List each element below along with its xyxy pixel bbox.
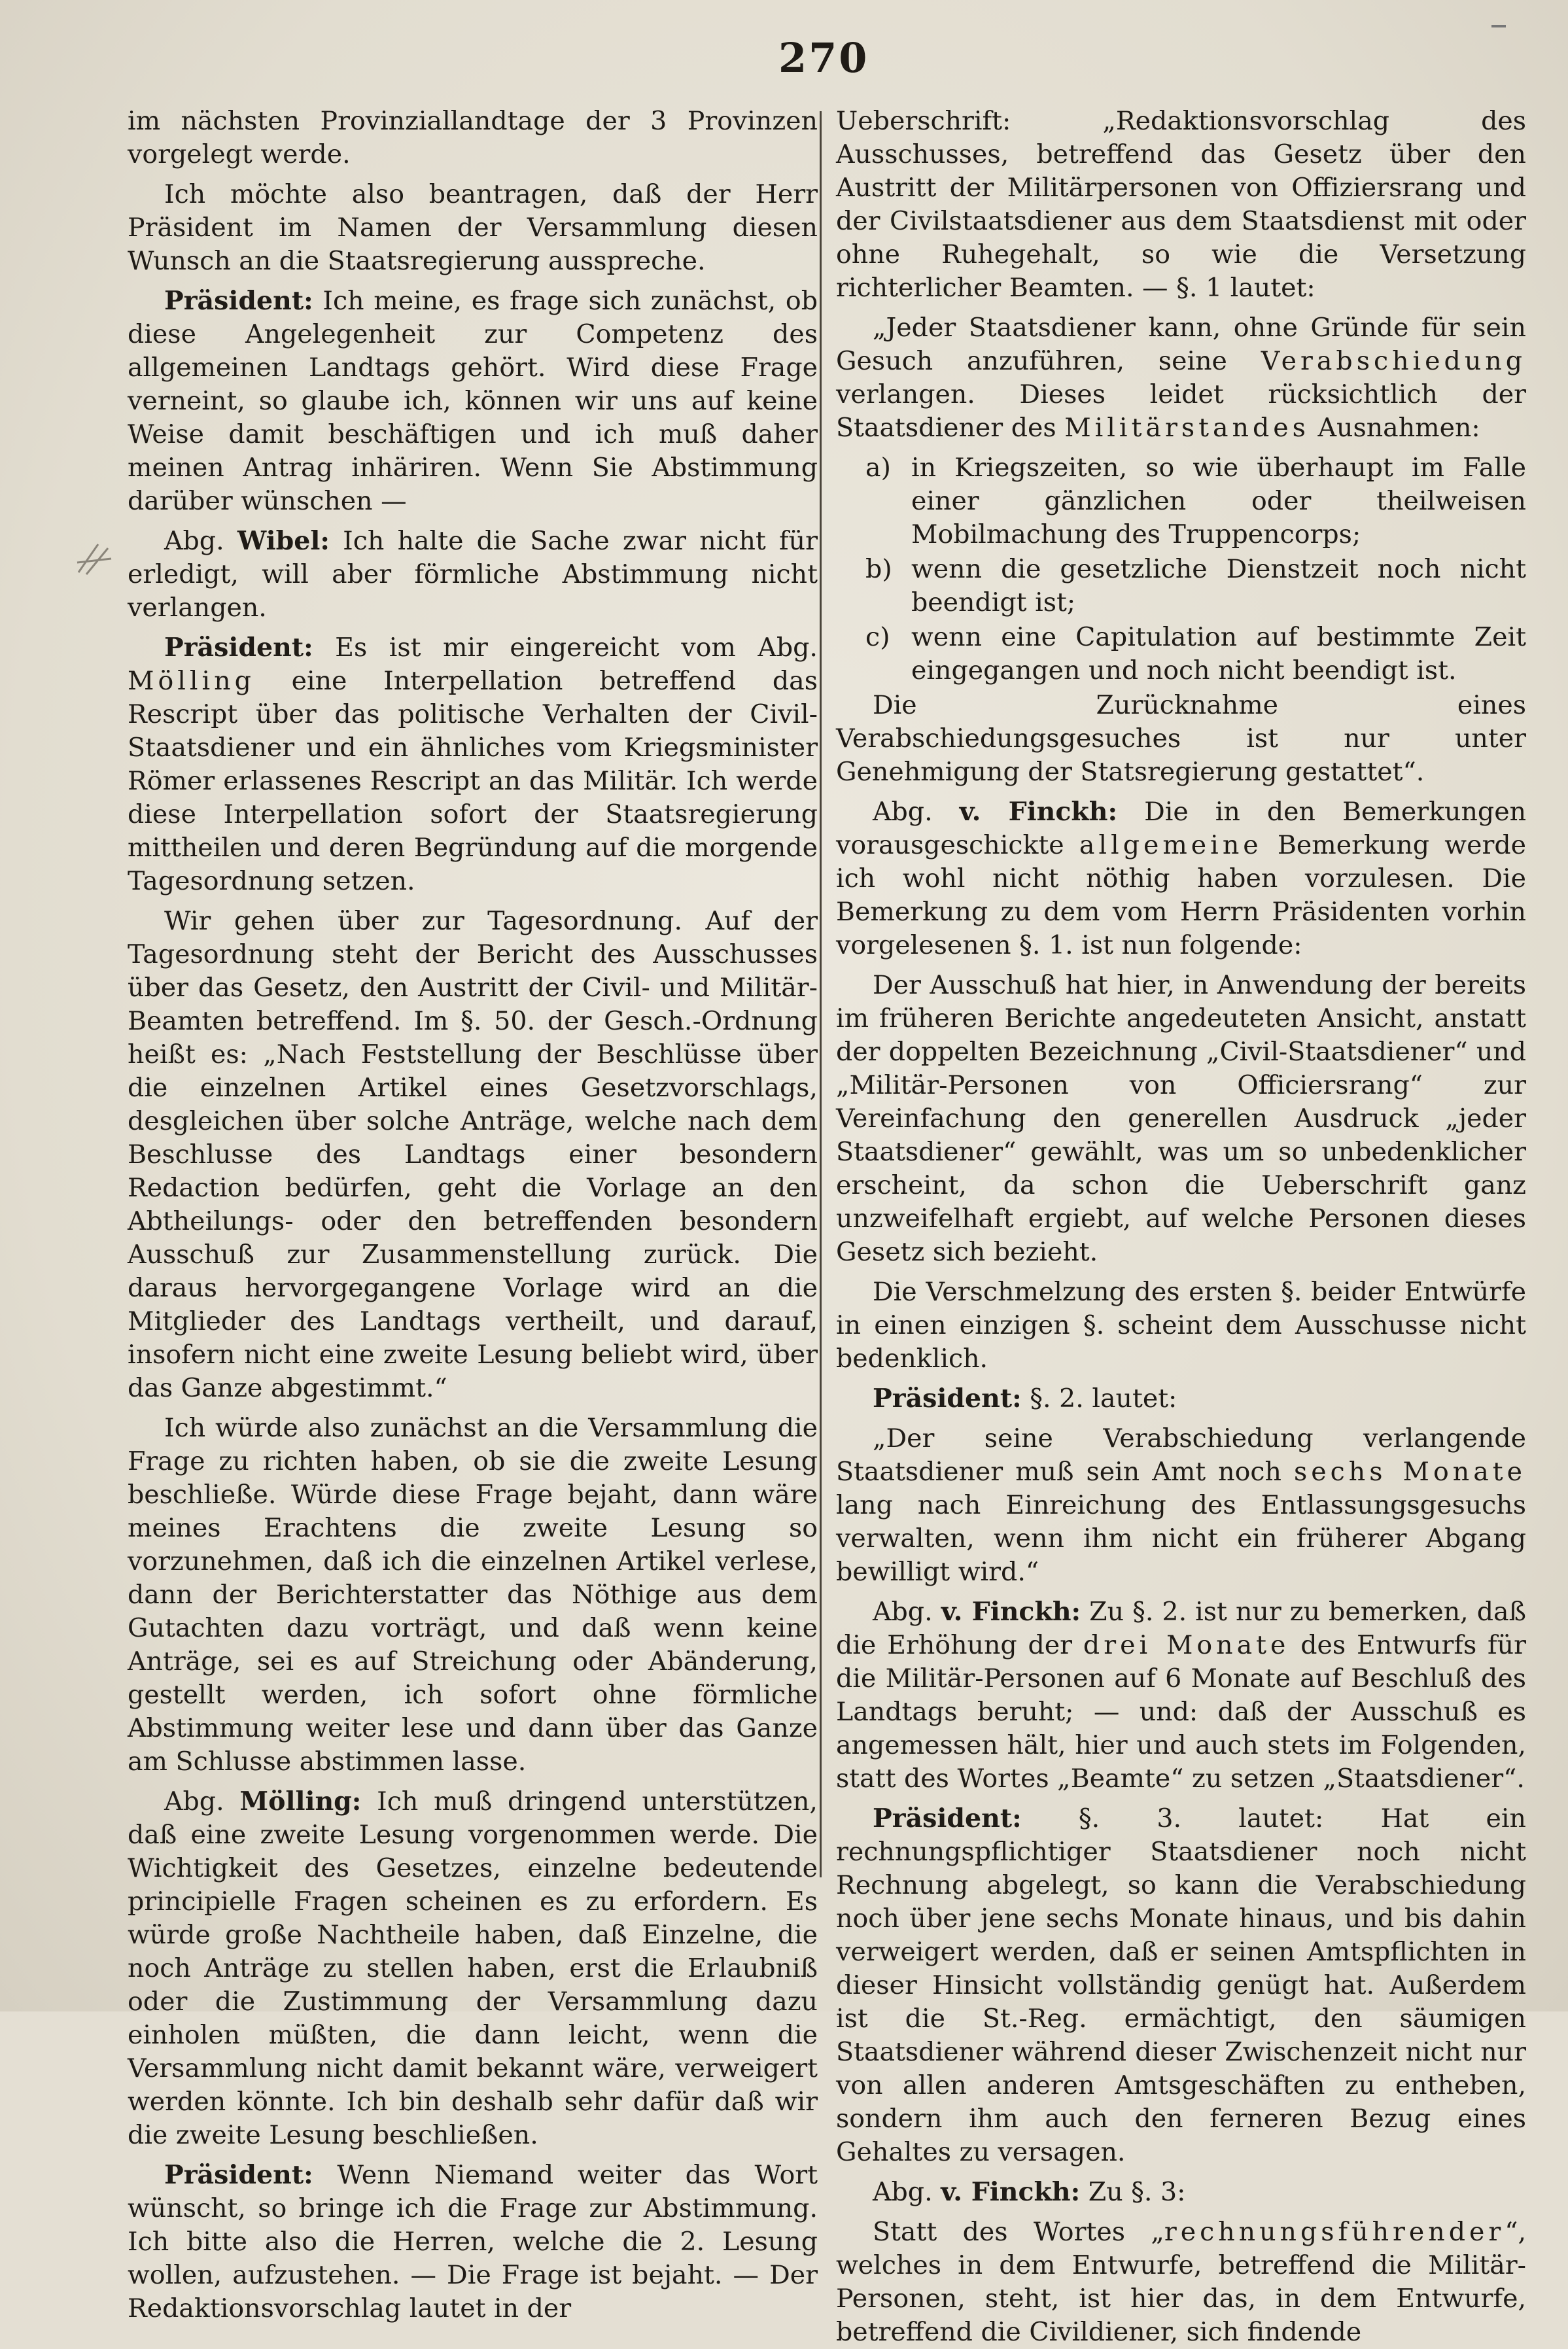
speech-text: Ich halte die Sache zwar nicht für erledigt, will aber förmliche Abstimmung nicht verlangen. — [128, 526, 818, 623]
speech-text: §. 3. lautet: Hat ein rechnungspflichtiger Staatsdiener noch nicht Rechnung abgelegt, so kann die Verabschiedung noch über jene sechs Monate hinaus, und bis dahin verweigert werden, daß er seinen Amtspflichten in dieser Hinsicht vollständig genügt hat. Außerdem ist die St.-Reg. ermächtigt, den säumigen Staatsdiener während dieser Zwischenzeit nicht nur von allen anderen Amtsgeschäften zu entheben, sondern ihm auch den ferneren Bezug eines Gehaltes zu versagen. — [836, 1803, 1526, 2167]
spaced-word: sechs Monate — [1294, 1457, 1526, 1487]
speech-text: Zu §. 2. ist nur zu bemerken, daß die Erhöhung der — [836, 1597, 1526, 1660]
speaker-name: Präsident: — [164, 633, 313, 663]
quote-text: lang nach Einreichung des Entlassungsgesuchs verwalten, wenn ihm nicht ein früherer Abgang bewilligt wird.“ — [836, 1490, 1526, 1587]
quote-text: „Jeder Staatsdiener kann, ohne Gründe für sein Gesuch anzuführen, seine — [836, 313, 1526, 376]
speech-text: “, welches in dem Entwurfe, betreffend die Militär-Personen, steht, ist hier das, in dem Entwurfe, betreffend die Civildiener, sich findende — [836, 2217, 1526, 2347]
speaker-prefix: Abg. — [873, 2177, 941, 2207]
list-item — [836, 621, 1526, 687]
speaker-prefix: Abg. — [873, 797, 960, 827]
speaker-name: Präsident: — [164, 2160, 313, 2190]
paragraph — [836, 1802, 1526, 2169]
speech-text: Es ist mir eingereicht vom Abg. — [313, 633, 818, 663]
speaker-name: Präsident: — [164, 286, 313, 316]
speaker-prefix: Abg. — [873, 1597, 941, 1627]
paragraph — [836, 1382, 1526, 1416]
quote-text: Ausnahmen: — [1309, 413, 1480, 443]
paragraph — [836, 2176, 1526, 2209]
speech-text: Ich muß dringend unterstützen, daß eine zweite Lesung vorgenommen werde. Die Wichtigkeit des Gesetzes, einzelne bedeutende principielle Fragen scheinen es zu erfordern. Es würde große Nachtheile haben, daß Einzelne, die noch Anträge zu stellen haben, erst die Erlaubniß oder die Zustimmung der Versammlung dazu einholen müßten, die dann leicht, wenn die Versammlung nicht damit bekannt wäre, verweigert werden könnte. Ich bin deshalb sehr dafür daß wir die zweite Lesung beschließen. — [128, 1786, 818, 2150]
paragraph — [836, 311, 1526, 445]
speaker-name: Mölling: — [239, 1786, 362, 1817]
spaced-word: allgemeine — [1079, 830, 1263, 860]
paragraph — [836, 1422, 1526, 1589]
speech-text: Bemerkung werde ich wohl nicht nöthig haben vorzulesen. Die Bemerkung zu dem vom Herrn Präsidenten vorhin vorgelesenen §. 1. ist nun folgende: — [836, 830, 1526, 960]
speaker-name: Präsident: — [873, 1803, 1022, 1834]
list-label: b) — [865, 554, 892, 584]
paragraph — [128, 631, 818, 898]
speaker-name: v. Finckh: — [941, 1597, 1081, 1627]
paragraph — [128, 525, 818, 625]
spaced-word: drei Monate — [1083, 1630, 1290, 1660]
paragraph: Ich würde also zunächst an die Versammlung die Frage zu richten haben, ob sie die zweite Lesung beschließe. Würde diese Frage bejaht, dann wäre meines Erachtens die zweite Lesung so vorzunehmen, daß ich die einzelnen Artikel verlese, dann der Berichterstatter das Nöthige aus dem Gutachten dazu vorträgt, und daß wenn keine Anträge, sei es auf Streichung oder Abänderung, gestellt werden, ich sofort ohne förmliche Abstimmung weiter lese und dann über das Ganze am Schlusse abstimmen lasse. — [128, 1413, 818, 1777]
list-item — [836, 553, 1526, 619]
speech-text: §. 2. lautet: — [1021, 1383, 1177, 1414]
paragraph — [836, 1595, 1526, 1796]
speech-text: Statt des Wortes „ — [873, 2217, 1164, 2247]
speech-text: Wenn Niemand weiter das Wort wünscht, so bringe ich die Frage zur Abstimmung. Ich bitte also die Herren, welche die 2. Lesung wollen, aufzustehen. — Die Frage ist bejaht. — Der Redaktionsvorschlag lautet in der — [128, 2160, 818, 2323]
quote-text: „Der seine Verabschiedung verlangende Staatsdiener muß sein Amt noch — [836, 1423, 1526, 1487]
paragraph: Wir gehen über zur Tagesordnung. Auf der Tagesordnung steht der Bericht des Ausschusses über das Gesetz, den Austritt der Civil- und Militär-Beamten betreffend. Im §. 50. der Gesch.-Ordnung heißt es: „Nach Feststellung der Beschlüsse über die einzelnen Artikel eines Gesetzvorschlags, desgleichen über solche Anträge, welche nach dem Beschlusse des Landtags einer besondern Redaction bedürfen, geht die Vorlage an den Abtheilungs- oder den betreffenden besondern Ausschuß zur Zusammenstellung zurück. Die daraus hervorgegangene Vorlage wird an die Mitglieder des Landtags vertheilt, und darauf, insofern nicht eine zweite Lesung beliebt wird, über das Ganze abgestimmt.“ — [128, 906, 818, 1403]
list-label: a) — [865, 453, 891, 483]
margin-mark — [1491, 25, 1506, 27]
paragraph: Ich möchte also beantragen, daß der Herr Präsident im Namen der Versammlung diesen Wunsch an die Staatsregierung ausspreche. — [128, 179, 818, 276]
paragraph — [128, 285, 818, 518]
speaker-prefix: Abg. — [164, 1786, 240, 1817]
list-item — [836, 451, 1526, 551]
spaced-word: Verabschiedung — [1261, 346, 1526, 376]
speaker-prefix: Abg. — [164, 526, 237, 556]
list-text: in Kriegszeiten, so wie überhaupt im Falle einer gänzlichen oder theilweisen Mobilmachung des Truppencorps; — [911, 453, 1526, 549]
left-column — [128, 105, 818, 2323]
list-label: c) — [865, 622, 890, 652]
paragraph: Ueberschrift: „Redaktionsvorschlag des Ausschusses, betreffend das Gesetz über den Austritt der Militärpersonen von Offiziersrang und der Civilstaatsdiener aus dem Staatsdienst mit oder ohne Ruhegehalt, so wie die Versetzung richterlicher Beamten. — §. 1 lautet: — [836, 106, 1526, 303]
speech-text: Zu §. 3: — [1080, 2177, 1186, 2207]
paragraph: Der Ausschuß hat hier, in Anwendung der bereits im früheren Berichte angedeuteten Ansicht, anstatt der doppelten Bezeichnung „Civil-Staatsdiener“ und „Militär-Personen von Officiersrang“ zur Vereinfachung den generellen Ausdruck „jeder Staatsdiener“ gewählt, was um so unbedenklicher erscheint, da schon die Ueberschrift ganz unzweifelhaft ergiebt, auf welche Personen dieses Gesetz sich bezieht. — [836, 970, 1526, 1267]
pencil-mark-icon — [72, 536, 118, 582]
speaker-name: Wibel: — [237, 526, 330, 556]
right-column — [836, 105, 1527, 2347]
speech-text: des Entwurfs für die Militär-Personen auf 6 Monate auf Beschluß des Landtags beruht; — und: daß der Ausschuß es angemessen hält, hier und auch stets im Folgenden, statt des Wortes „Beamte“ zu setzen „Staatsdiener“. — [836, 1630, 1526, 1794]
spaced-word: Militärstandes — [1064, 413, 1310, 443]
spaced-name: Mölling — [128, 666, 255, 696]
speech-text: Ich meine, es frage sich zunächst, ob diese Angelegenheit zur Competenz des allgemeinen Landtags gehört. Wird diese Frage verneint, so glaube ich, können wir uns auf keine Weise damit beschäftigen und ich muß daher meinen Antrag inhäriren. Wenn Sie Abstimmung darüber wünschen — — [128, 286, 818, 516]
speaker-name: v. Finckh: — [959, 797, 1118, 827]
list-text: wenn eine Capitulation auf bestimmte Zeit eingegangen und noch nicht beendigt ist. — [911, 622, 1526, 686]
column-divider — [820, 111, 822, 1877]
page-number: 270 — [778, 34, 869, 82]
speech-text: eine Interpellation betreffend das Rescript über das politische Verhalten der Civil-Staatsdiener und ein ähnliches vom Kriegsminister Römer erlassenes Rescript an das Militär. Ich werde diese Interpellation sofort der Staatsregierung mittheilen und deren Begründung auf die morgende Tagesordnung setzen. — [128, 666, 818, 896]
paragraph: Die Zurücknahme eines Verabschiedungsgesuches ist nur unter Genehmigung der Statsregierung gestattet“. — [836, 690, 1526, 787]
paragraph: Die Verschmelzung des ersten §. beider Entwürfe in einen einzigen §. scheint dem Ausschusse nicht bedenklich. — [836, 1277, 1526, 1374]
paragraph — [836, 2216, 1526, 2349]
speaker-name: Präsident: — [873, 1383, 1022, 1414]
paragraph — [836, 795, 1526, 962]
speech-text: Die in den Bemerkungen vorausgeschickte — [836, 797, 1527, 860]
spaced-word: rechnungsführender — [1164, 2217, 1505, 2247]
paragraph — [128, 1785, 818, 2152]
paragraph — [128, 2159, 818, 2325]
speaker-name: v. Finckh: — [941, 2177, 1081, 2207]
paragraph: im nächsten Provinziallandtage der 3 Provinzen vorgelegt werde. — [128, 106, 818, 169]
list-text: wenn die gesetzliche Dienstzeit noch nicht beendigt ist; — [911, 554, 1526, 618]
quote-text: verlangen. Dieses leidet rücksichtlich der Staatsdiener des — [836, 379, 1526, 443]
